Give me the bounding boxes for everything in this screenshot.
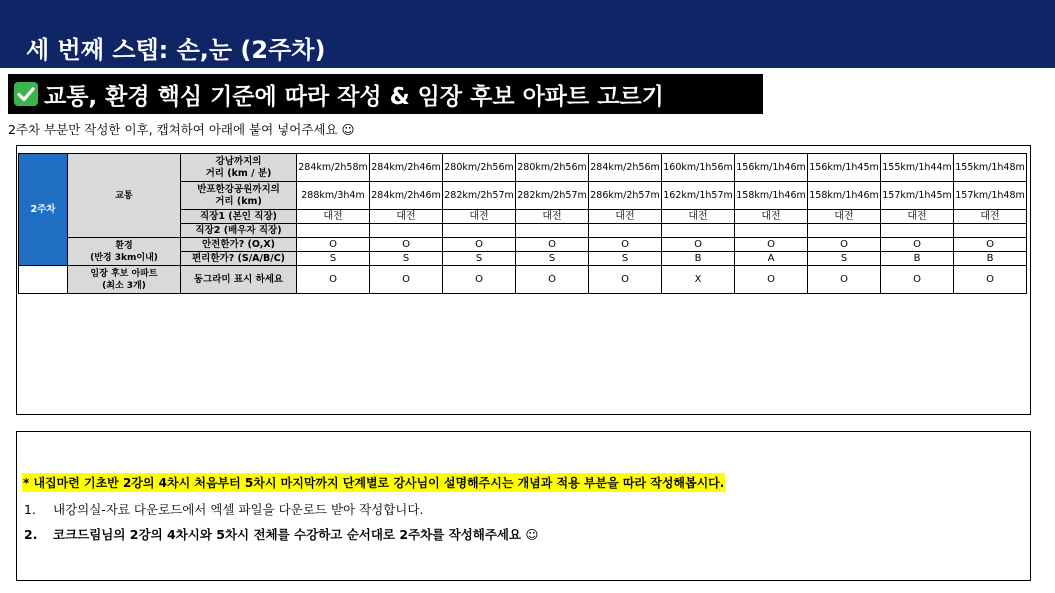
value-cell[interactable] [954, 224, 1027, 238]
value-cell[interactable]: O [662, 238, 735, 252]
criteria-item-cell: 반포한강공원까지의 거리 (km) [181, 182, 297, 210]
value-cell[interactable]: A [735, 252, 808, 266]
value-cell[interactable]: O [954, 238, 1027, 252]
value-cell[interactable]: 대전 [735, 210, 808, 224]
value-cell[interactable]: 284km/2h46m [370, 154, 443, 182]
value-cell[interactable]: 156km/1h46m [735, 154, 808, 182]
note-item-2-number: 2. [24, 527, 38, 542]
criteria-table [18, 153, 1027, 294]
value-cell[interactable]: 158km/1h46m [735, 182, 808, 210]
empty-week-cell [19, 266, 68, 294]
criteria-item-cell: 편리한가? (S/A/B/C) [181, 252, 297, 266]
value-cell[interactable]: S [443, 252, 516, 266]
note-item-1 [24, 500, 423, 518]
value-cell[interactable]: B [881, 252, 954, 266]
check-icon [14, 82, 38, 106]
value-cell[interactable]: O [954, 266, 1027, 294]
criteria-item-cell: 직장1 (본인 직장) [181, 210, 297, 224]
value-cell[interactable] [589, 224, 662, 238]
value-cell[interactable]: O [735, 266, 808, 294]
value-cell[interactable]: 162km/1h57m [662, 182, 735, 210]
category-cell: 환경 (반경 3km이내) [68, 238, 181, 266]
table-row [19, 238, 1027, 252]
week-label-cell: 2주차 [19, 154, 68, 266]
table-frame [16, 145, 1031, 415]
notes-box [16, 431, 1031, 581]
value-cell[interactable]: 대전 [662, 210, 735, 224]
value-cell[interactable]: X [662, 266, 735, 294]
value-cell[interactable]: 160km/1h56m [662, 154, 735, 182]
note-item-2-text: 코크드림님의 2강의 4차시와 5차시 전체를 수강하고 순서대로 2주차를 작성해주세요 ☺ [53, 527, 539, 542]
note-item-2 [24, 525, 538, 543]
subtitle-text: 교통, 환경 핵심 기준에 따라 작성 & 임장 후보 아파트 고르기 [44, 84, 664, 110]
value-cell[interactable]: 282km/2h57m [443, 182, 516, 210]
value-cell[interactable]: O [370, 238, 443, 252]
value-cell[interactable]: O [516, 238, 589, 252]
value-cell[interactable]: O [516, 266, 589, 294]
subtitle-bar [8, 74, 763, 114]
value-cell[interactable]: 280km/2h56m [443, 154, 516, 182]
value-cell[interactable]: 대전 [370, 210, 443, 224]
value-cell[interactable] [662, 224, 735, 238]
value-cell[interactable] [370, 224, 443, 238]
value-cell[interactable]: 157km/1h45m [881, 182, 954, 210]
value-cell[interactable] [735, 224, 808, 238]
value-cell[interactable]: 155km/1h48m [954, 154, 1027, 182]
value-cell[interactable]: O [808, 266, 881, 294]
value-cell[interactable]: 155km/1h44m [881, 154, 954, 182]
value-cell[interactable]: O [297, 238, 370, 252]
value-cell[interactable]: 대전 [954, 210, 1027, 224]
value-cell[interactable]: O [443, 238, 516, 252]
value-cell[interactable]: B [954, 252, 1027, 266]
value-cell[interactable]: S [808, 252, 881, 266]
value-cell[interactable]: O [443, 266, 516, 294]
value-cell[interactable]: 288km/3h4m [297, 182, 370, 210]
page-title: 세 번째 스텝: 손,눈 (2주차) [26, 36, 326, 64]
value-cell[interactable]: S [516, 252, 589, 266]
value-cell[interactable]: 157km/1h48m [954, 182, 1027, 210]
value-cell[interactable] [881, 224, 954, 238]
value-cell[interactable] [808, 224, 881, 238]
header-bar [0, 0, 1055, 68]
category-cell: 임장 후보 아파트 (최소 3개) [68, 266, 181, 294]
value-cell[interactable]: 284km/2h58m [297, 154, 370, 182]
value-cell[interactable] [297, 224, 370, 238]
value-cell[interactable]: S [589, 252, 662, 266]
value-cell[interactable]: 대전 [589, 210, 662, 224]
value-cell[interactable]: O [589, 238, 662, 252]
value-cell[interactable]: S [297, 252, 370, 266]
criteria-item-cell: 강남까지의 거리 (km / 분) [181, 154, 297, 182]
value-cell[interactable] [443, 224, 516, 238]
note-item-1-text: 내강의실-자료 다운로드에서 엑셀 파일을 다운로드 받아 작성합니다. [53, 502, 424, 517]
category-cell: 교통 [68, 154, 181, 238]
value-cell[interactable]: O [735, 238, 808, 252]
criteria-item-cell: 동그라미 표시 하세요 [181, 266, 297, 294]
value-cell[interactable] [516, 224, 589, 238]
value-cell[interactable]: 280km/2h56m [516, 154, 589, 182]
table-row [19, 266, 1027, 294]
value-cell[interactable]: O [881, 238, 954, 252]
value-cell[interactable]: 대전 [443, 210, 516, 224]
criteria-item-cell: 안전한가? (O,X) [181, 238, 297, 252]
value-cell[interactable]: B [662, 252, 735, 266]
value-cell[interactable]: 158km/1h46m [808, 182, 881, 210]
instruction-text: 2주차 부분만 작성한 이후, 캡쳐하여 아래에 붙여 넣어주세요 ☺ [8, 122, 355, 137]
value-cell[interactable]: 286km/2h57m [589, 182, 662, 210]
note-item-1-number: 1. [24, 502, 36, 517]
table-row [19, 154, 1027, 182]
value-cell[interactable]: 대전 [516, 210, 589, 224]
highlight-note: * 내집마련 기초반 2강의 4차시 처음부터 5차시 마지막까지 단계별로 강사님이 설명해주시는 개념과 적용 부분을 따라 작성해봅시다. [22, 473, 725, 492]
value-cell[interactable]: 대전 [808, 210, 881, 224]
value-cell[interactable]: O [589, 266, 662, 294]
value-cell[interactable]: 284km/2h46m [370, 182, 443, 210]
value-cell[interactable]: 284km/2h56m [589, 154, 662, 182]
value-cell[interactable]: O [370, 266, 443, 294]
value-cell[interactable]: 156km/1h45m [808, 154, 881, 182]
criteria-item-cell: 직장2 (배우자 직장) [181, 224, 297, 238]
value-cell[interactable]: 대전 [297, 210, 370, 224]
value-cell[interactable]: O [808, 238, 881, 252]
value-cell[interactable]: 282km/2h57m [516, 182, 589, 210]
value-cell[interactable]: 대전 [881, 210, 954, 224]
value-cell[interactable]: S [370, 252, 443, 266]
value-cell[interactable]: O [881, 266, 954, 294]
value-cell[interactable]: O [297, 266, 370, 294]
